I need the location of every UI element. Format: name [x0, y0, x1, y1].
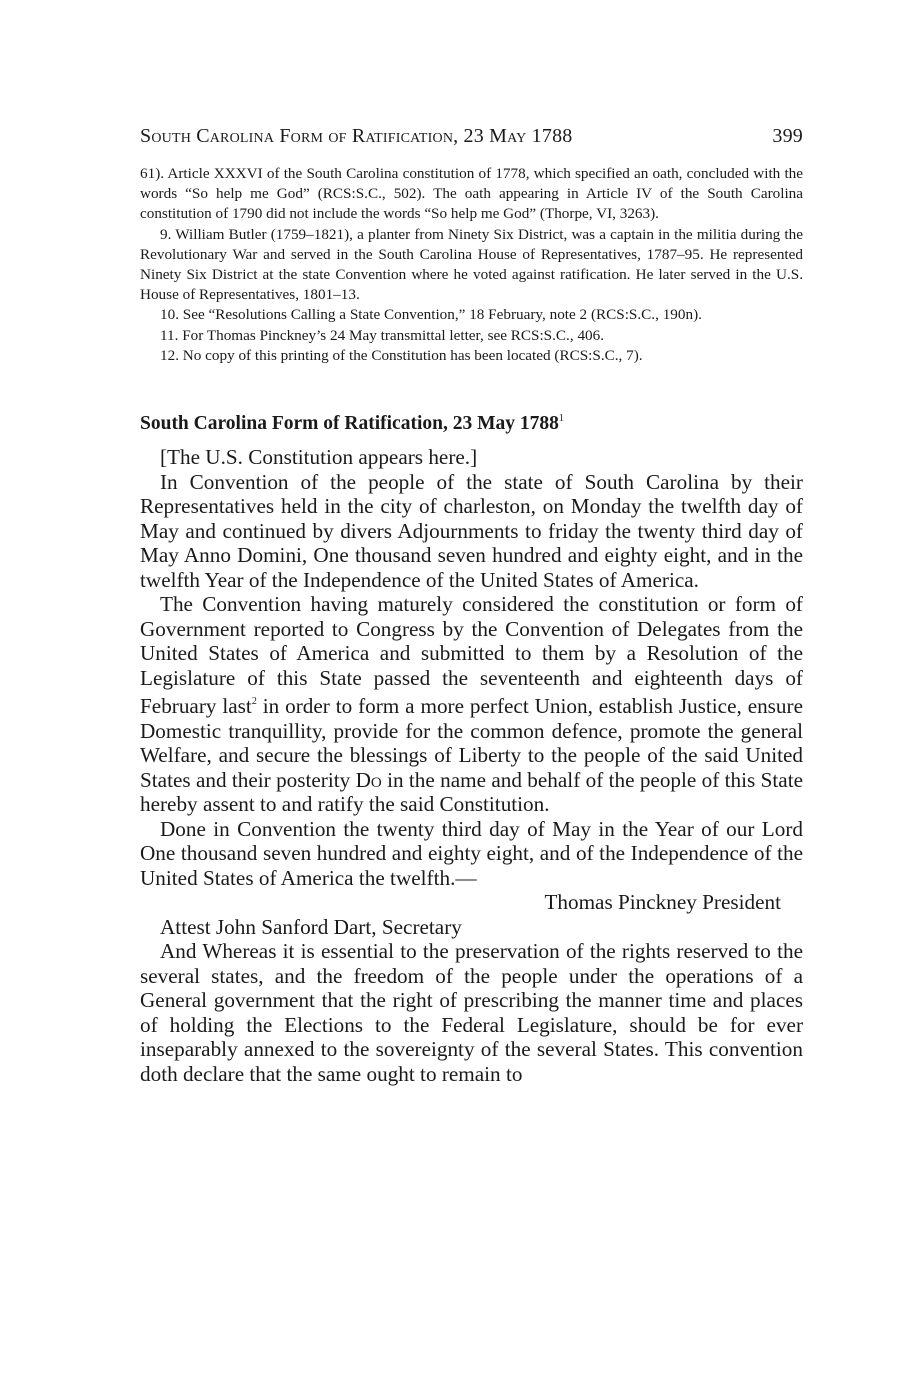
section-heading — [140, 406, 803, 437]
note-10: 10. See “Resolutions Calling a State Convention,” 18 February, note 2 (RCS:S.C., 190n). — [160, 306, 702, 324]
ratification-text-part-2: in order to form a more perfect Union, establish Justice, ensure Domestic tranquillity, provide for the common defence, promote the general Welfare, and secure the blessings of Liberty to the people of the said United States and their posterity — [140, 694, 803, 792]
paragraph-convention-opening: In Convention of the people of the state of South Carolina by their Representatives held in the city of charleston, on Monday the twelfth day of May and continued by divers Adjournments to friday the twenty third day of May Anno Domini, One thousand seven hundred and eighty eight, and in the twelfth Year of the Independence of the United States of America. — [140, 469, 803, 592]
running-head — [140, 125, 803, 148]
ratification-text-part-1: The Convention having maturely considered the constitution or form of Government reported to Congress by the Convention of Delegates from the United States of America and submitted to them by a Resolution of the Legislature of this State passed the seventeenth and eighteenth days of February last — [140, 592, 803, 719]
paragraph-ratification — [140, 592, 803, 817]
section-heading-text: South Carolina Form of Ratification, 23 May 1788 — [140, 413, 559, 435]
note-continuation: 61). Article XXXVI of the South Carolina constitution of 1778, which specified an oath, concluded with the words “So help me God” (RCS:S.C., 502). The oath appearing in Article IV of the South Carolina constitution of 1790 did not include the words “So help me God” (Thorpe, VI, 3263). — [140, 165, 803, 223]
document-page — [140, 125, 803, 1086]
note-12: 12. No copy of this printing of the Constitution has been located (RCS:S.C., 7). — [160, 346, 643, 364]
note-11: 11. For Thomas Pinckney’s 24 May transmittal letter, see RCS:S.C., 406. — [160, 326, 605, 344]
endnotes — [140, 164, 803, 366]
ratification-text-part-3: in the name and behalf of the people of this State hereby assent to and ratify the said Constitution. — [140, 767, 803, 817]
ratification-do: Do — [355, 767, 382, 792]
ratification-text — [140, 445, 803, 1086]
paragraph-constitution-placeholder: [The U.S. Constitution appears here.] — [160, 445, 478, 470]
paragraph-done-in-convention: Done in Convention the twenty third day of May in the Year of our Lord One thousand seven hundred and eighty eight, and of the Independence of the United States of America the twelfth.— — [140, 816, 803, 890]
page-number: 399 — [772, 125, 803, 147]
paragraph-whereas: And Whereas it is essential to the preservation of the rights reserved to the several states, and the freedom of the people under the operations of a General government that the right of prescribing the manner time and places of holding the Elections to the Federal Legislature, should be for ever inseparably annexed to the sovereignty of the several States. This convention doth declare that the same ought to remain to — [140, 939, 803, 1086]
note-ref-2: 2 — [251, 696, 257, 708]
signature-president: Thomas Pinckney President — [544, 890, 781, 915]
section-heading-note-ref: 1 — [558, 413, 564, 425]
running-title: South Carolina Form of Ratification, 23 May 1788 — [140, 125, 573, 147]
attestation: Attest John Sanford Dart, Secretary — [160, 914, 462, 939]
note-9: 9. William Butler (1759–1821), a planter from Ninety Six District, was a captain in the militia during the Revolutionary War and served in the South Carolina House of Representatives, 1787–95. He represented Ninety Six District at the state Convention where he voted against ratification. He later served in the U.S. House of Representatives, 1801–13. — [140, 225, 803, 304]
